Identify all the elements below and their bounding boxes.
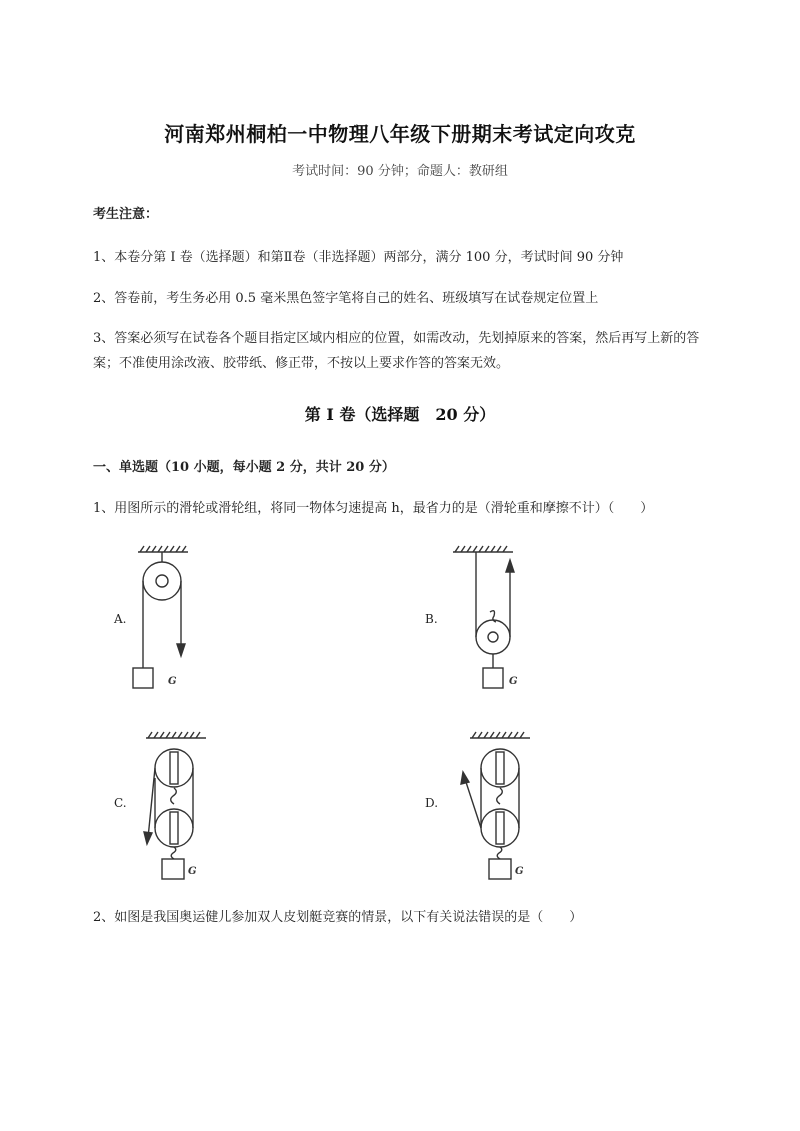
option-a-label: A. [114, 612, 127, 626]
weight-label-b: G [509, 676, 518, 687]
weight-label-c: G [188, 866, 197, 877]
part-heading: 一、单选题（10 小题，每小题 2 分，共计 20 分） [93, 460, 395, 475]
pulley-diagram-b [448, 540, 538, 696]
page-title: 河南郑州桐柏一中物理八年级下册期末考试定向攻克 [164, 122, 636, 146]
section-title: 第 I 卷（选择题 20 分） [304, 405, 496, 424]
pulley-diagram-d [452, 728, 542, 884]
question-2-text: 2、如图是我国奥运健儿参加双人皮划艇竞赛的情景，以下有关说法错误的是（ ） [93, 910, 583, 925]
option-c-label: C. [114, 796, 127, 810]
option-d-label: D. [425, 796, 439, 810]
weight-label-d: G [515, 866, 524, 877]
notice-item-2: 2、答卷前，考生务必用 0.5 毫米黑色签字笔将自己的姓名、班级填写在试卷规定位置上 [93, 291, 599, 306]
notice-heading: 考生注意： [93, 207, 159, 222]
option-b-label: B. [425, 612, 438, 626]
weight-label-a: G [168, 676, 177, 687]
pulley-diagram-a [128, 540, 208, 696]
question-1-text: 1、用图所示的滑轮或滑轮组，将同一物体匀速提高 h，最省力的是（滑轮重和摩擦不计）（ ） [93, 501, 654, 516]
pulley-diagram-c [128, 728, 218, 884]
exam-info: 考试时间：90 分钟；命题人：教研组 [292, 164, 508, 179]
notice-item-1: 1、本卷分第 I 卷（选择题）和第Ⅱ卷（非选择题）两部分，满分 100 分，考试时间 90 分钟 [93, 250, 624, 265]
notice-item-3: 3、答案必须写在试卷各个题目指定区域内相应的位置，如需改动，先划掉原来的答案，然后再写上新的答案；不准使用涂改液、胶带纸、修正带，不按以上要求作答的答案无效。 [93, 331, 700, 371]
